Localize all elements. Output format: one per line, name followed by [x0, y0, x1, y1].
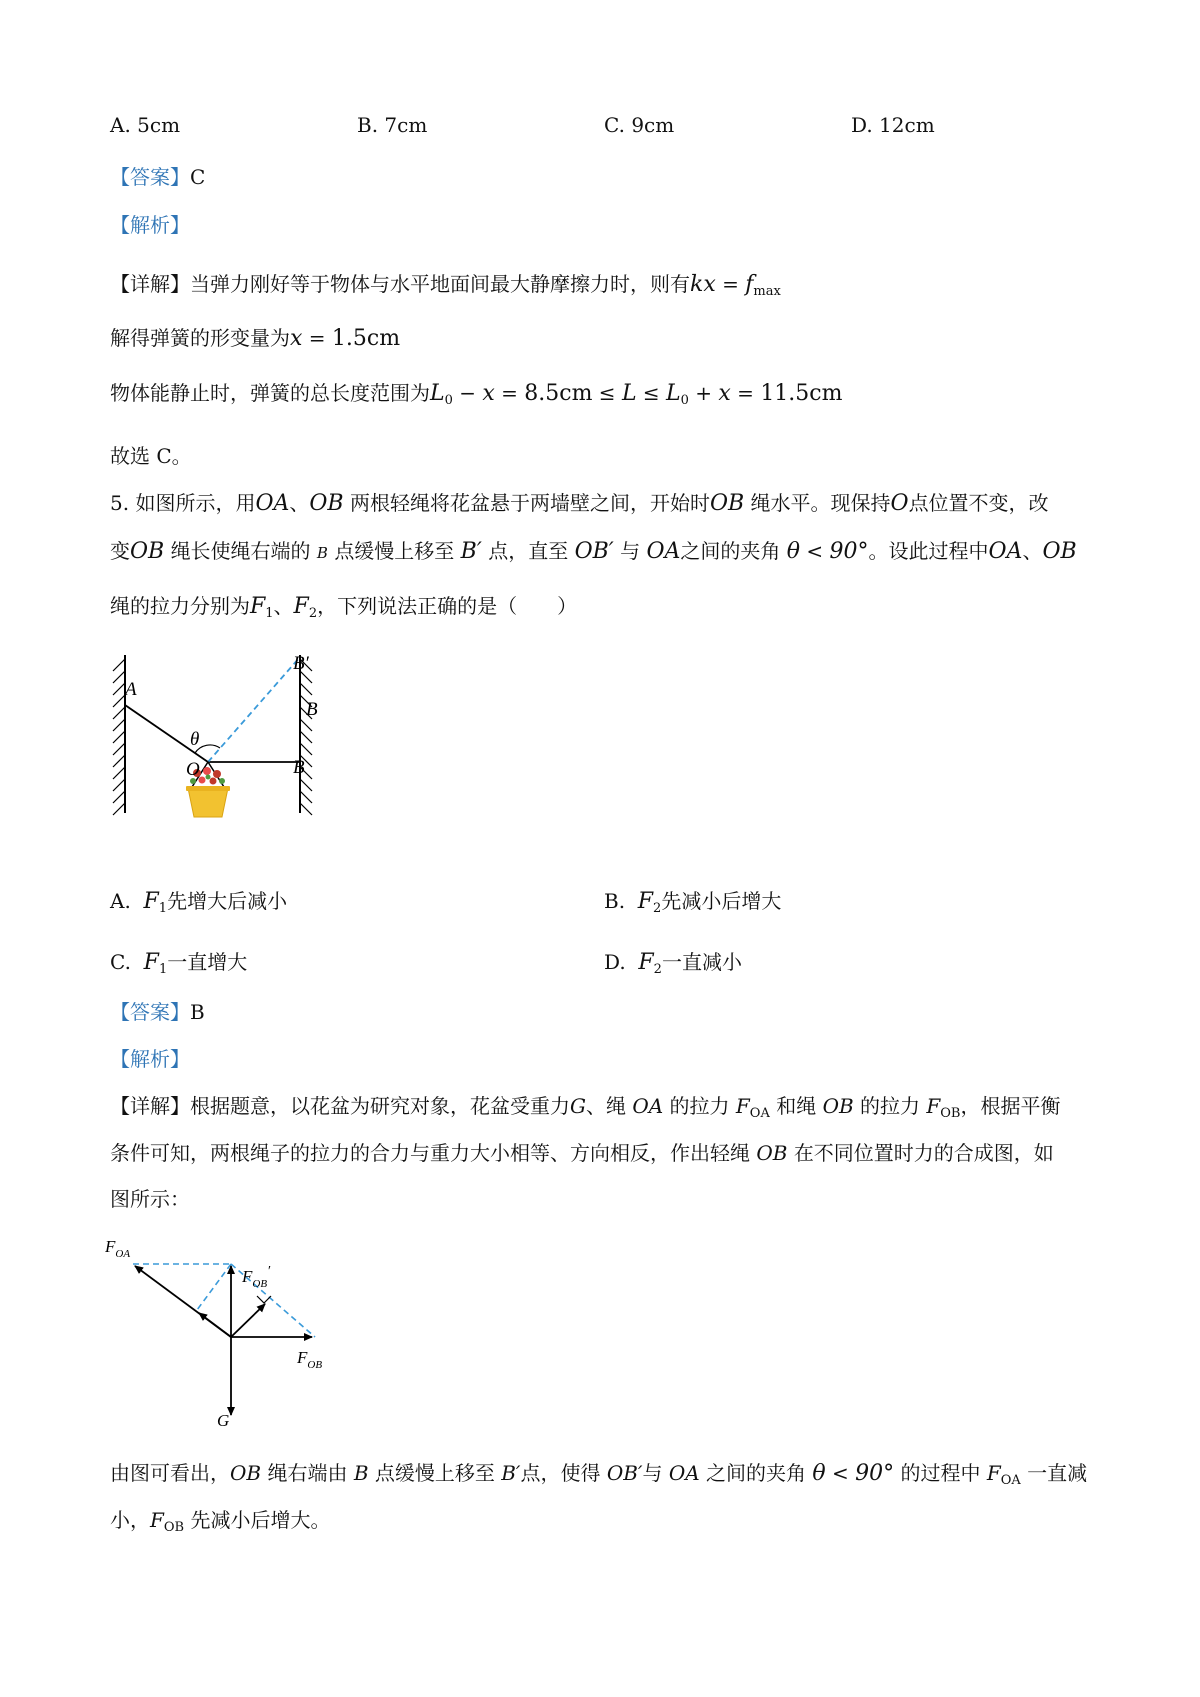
q5-option-d: D. $F_2$一直减小 — [604, 950, 742, 977]
dashed-construction — [133, 1264, 315, 1337]
label-fob-prime: $F_{OB}'$ — [242, 1264, 271, 1290]
q5-option-b: B. $F_2$先减小后增大 — [604, 889, 782, 916]
foa-short-arrow — [199, 1313, 231, 1337]
force-diagram — [105, 1230, 365, 1430]
q5-detail-line-3: 图所示： — [110, 1187, 190, 1211]
q5-analysis-tag: 【解析】 — [110, 1047, 190, 1071]
label-g: G — [217, 1411, 230, 1430]
label-a: A — [125, 679, 137, 700]
q5-line-1: 5. 如图所示，用OA、OB 两根轻绳将花盆悬于两墙壁之间，开始时OB 绳水平。现保持O点位置不变，改 — [110, 491, 1049, 516]
detail-line-2: 解得弹簧的形变量为x = 1.5cm — [110, 326, 401, 351]
rope-ob-prime — [208, 657, 300, 762]
flower-pot — [188, 788, 228, 817]
option-a: A. 5cm — [110, 113, 181, 137]
fob-prime-arrow — [231, 1304, 265, 1337]
q5-conclusion-line-1: 由图可看出，OB 绳右端由 B 点缓慢上移至 B′点，使得 OB′与 OA 之间的夹角 θ < 90° 的过程中 $F_{OA}$ 一直减 — [110, 1461, 1088, 1488]
analysis-tag: 【解析】 — [110, 213, 190, 237]
left-wall-hatch — [113, 659, 125, 815]
label-theta: θ — [190, 729, 200, 750]
label-b: B — [306, 699, 318, 720]
q5-answer-line: 【答案】B — [110, 1000, 205, 1024]
q5-line-2: 变OB 绳长使绳右端的 B 点缓慢上移至 B′ 点，直至 OB′ 与 OA之间的夹角 θ < 90°。设此过程中OA、OB — [110, 539, 1077, 564]
label-b-prime: B′ — [293, 653, 309, 674]
hanging-pot-figure — [100, 645, 360, 845]
label-b-lower: B — [293, 757, 305, 778]
q5-option-a: A. $F_1$先增大后减小 — [110, 889, 288, 916]
detail-line-3: 物体能静止时，弹簧的总长度范围为$L_0 - x = 8.5cm \le L \le L_0 + x = 11.5cm$ — [110, 381, 843, 408]
label-fob: $F_{OB}$ — [297, 1348, 323, 1371]
q5-option-c: C. $F_1$一直增大 — [110, 950, 248, 977]
option-b: B. 7cm — [357, 113, 428, 137]
q5-conclusion-line-2: 小，$F_{OB}$ 先减小后增大。 — [110, 1508, 331, 1535]
q5-detail-line-1: 【详解】根据题意，以花盆为研究对象，花盆受重力G、绳 OA 的拉力 $F_{OA}$ 和绳 OB 的拉力 $F_{OB}$，根据平衡 — [110, 1094, 1061, 1121]
right-wall-hatch — [300, 659, 312, 815]
q5-detail-line-2: 条件可知，两根绳子的拉力的合力与重力大小相等、方向相反，作出轻绳 OB 在不同位置时力的合成图，如 — [110, 1141, 1054, 1165]
option-d: D. 12cm — [851, 113, 935, 137]
label-o: O — [186, 759, 200, 780]
label-foa: $F_{OA}$ — [105, 1237, 131, 1260]
option-c: C. 9cm — [604, 113, 675, 137]
q5-line-3: 绳的拉力分别为$F_1$、$F_2$，下列说法正确的是（ ） — [110, 594, 578, 621]
detail-line-1: 【详解】当弹力刚好等于物体与水平地面间最大静摩擦力时，则有kx = $f_{max}$ — [110, 272, 781, 299]
pot-rim — [186, 786, 230, 791]
answer-line: 【答案】C — [110, 165, 206, 189]
conclusion: 故选 C。 — [110, 444, 192, 468]
